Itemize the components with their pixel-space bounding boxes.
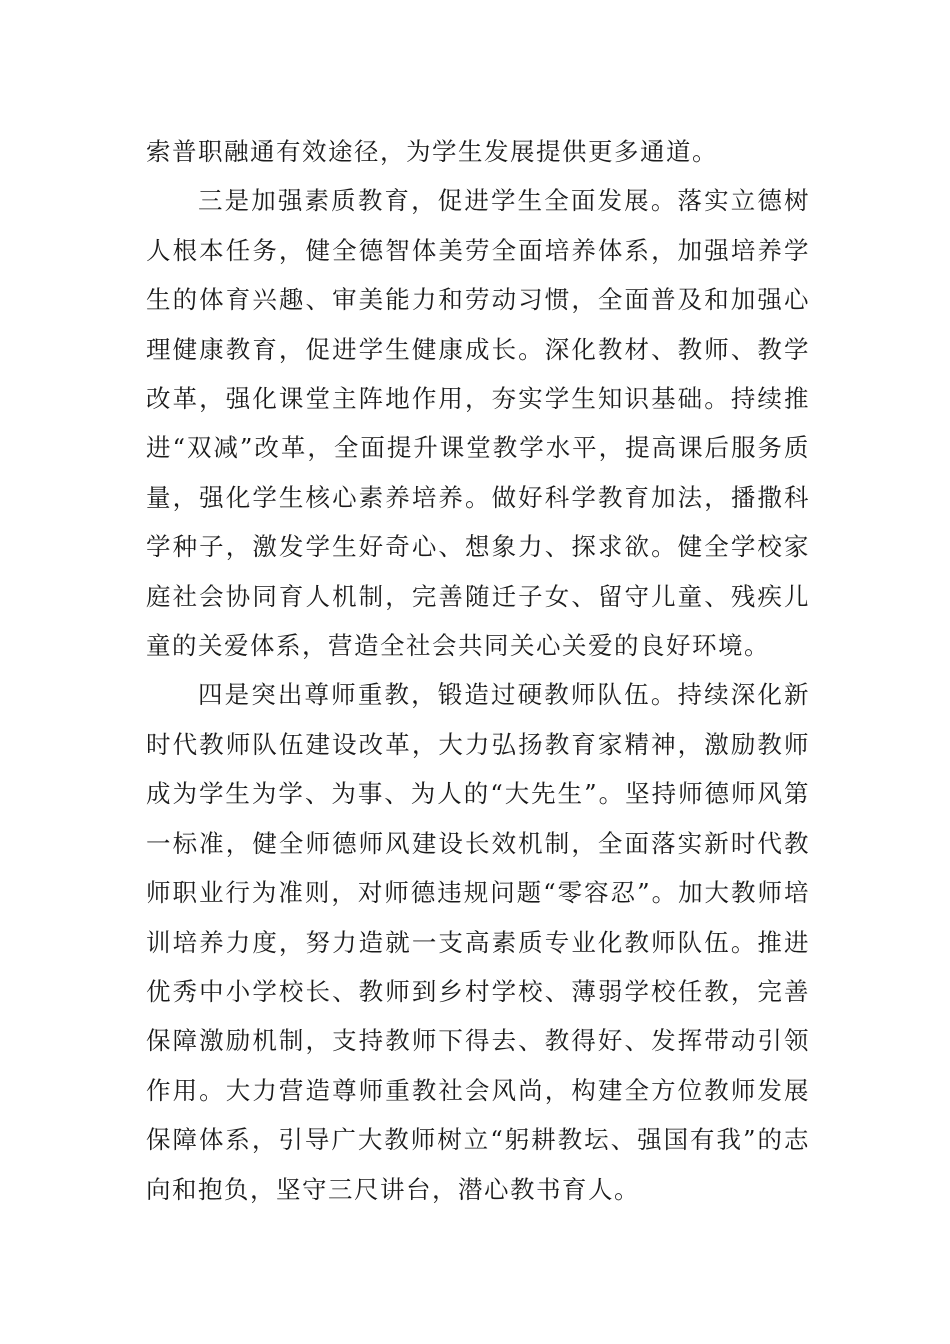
paragraph-continuation: 索普职融通有效途径，为学生发展提供更多通道。 (146, 137, 718, 166)
document-body (146, 127, 810, 1214)
paragraph-point-four: 四是突出尊师重教，锻造过硬教师队伍。持续深化新时代教师队伍建设改革，大力弘扬教育家精神，激励教师成为学生为学、为事、为人的“大先生”。坚持师德师风第一标准，健全师德师风建设长效机制，全面落实新时代教师职业行为准则，对师德违规问题“零容忍”。加大教师培训培养力度，努力造就一支高素质专业化教师队伍。推进优秀中小学校长、教师到乡村学校、薄弱学校任教，完善保障激励机制，支持教师下得去、教得好、发挥带动引领作用。大力营造尊师重教社会风尚，构建全方位教师发展保障体系，引导广大教师树立“躬耕教坛、强国有我”的志向和抱负，坚守三尺讲台，潜心教书育人。 (146, 680, 810, 1204)
paragraph-point-three: 三是加强素质教育，促进学生全面发展。落实立德树人根本任务，健全德智体美劳全面培养体系，加强培养学生的体育兴趣、审美能力和劳动习惯，全面普及和加强心理健康教育，促进学生健康成长。深化教材、教师、教学改革，强化课堂主阵地作用，夯实学生知识基础。持续推进“双减”改革，全面提升课堂教学水平，提高课后服务质量，强化学生核心素养培养。做好科学教育加法，播撒科学种子，激发学生好奇心、想象力、探求欲。健全学校家庭社会协同育人机制，完善随迁子女、留守儿童、残疾儿童的关爱体系，营造全社会共同关心关爱的良好环境。 (146, 186, 810, 661)
